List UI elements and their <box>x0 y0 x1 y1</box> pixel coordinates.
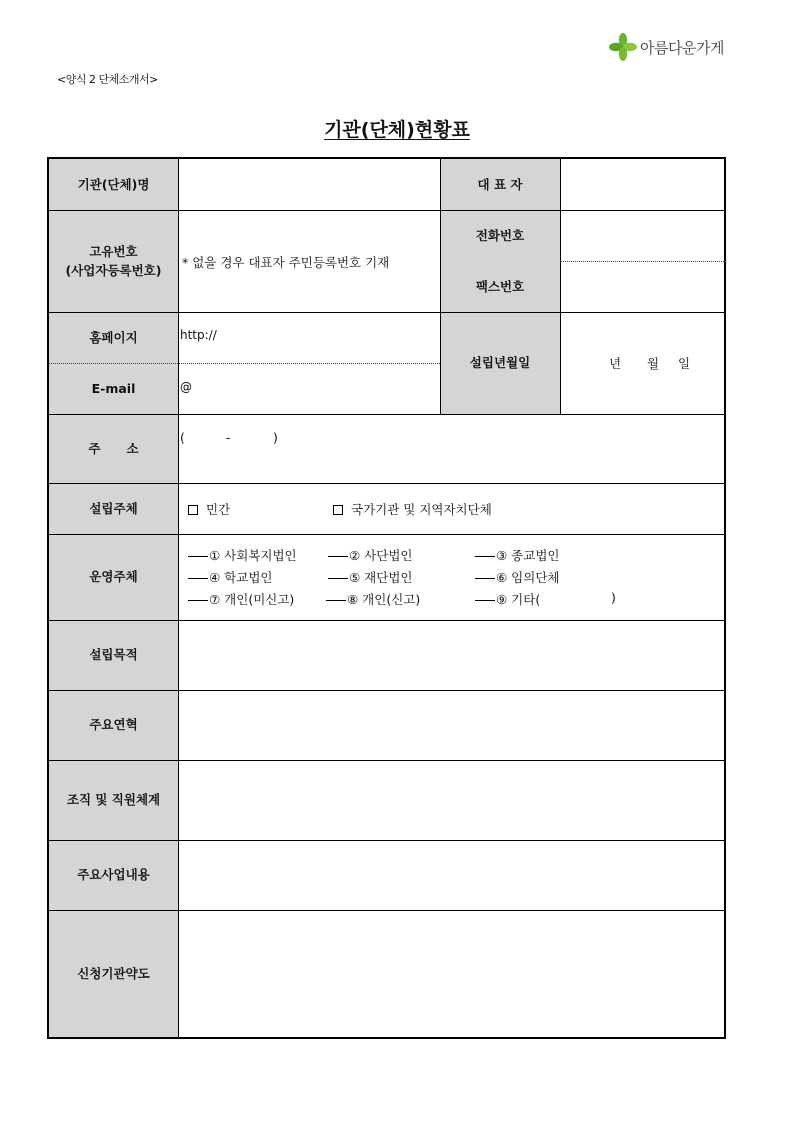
label-phone: 전화번호 <box>440 210 560 261</box>
grid-line <box>49 840 726 841</box>
operator-option[interactable]: ⑨ 기타( <box>475 590 540 608</box>
founder-options <box>179 483 726 534</box>
grid-line <box>49 312 726 313</box>
operator-option[interactable]: ⑧ 개인(신고) <box>326 590 420 608</box>
email-field[interactable] <box>179 363 440 414</box>
representative-field[interactable] <box>561 159 726 210</box>
operator-option[interactable]: ⑤ 재단법인 <box>328 568 412 586</box>
map-field[interactable] <box>179 910 726 1037</box>
date-day-label: 일 <box>678 356 691 371</box>
label-operator: 운영주체 <box>49 534 178 620</box>
brand-logo <box>608 32 724 62</box>
phone-field[interactable] <box>561 210 726 261</box>
dotted-divider <box>560 261 726 262</box>
grid-line <box>440 159 441 414</box>
operator-option[interactable]: ② 사단법인 <box>328 546 412 564</box>
label-founder: 설립주체 <box>49 483 178 534</box>
homepage-prefix: http:// <box>180 328 217 342</box>
label-purpose: 설립목적 <box>49 620 178 690</box>
founder-option-private[interactable]: 민간 <box>188 500 230 518</box>
organization-field[interactable] <box>179 760 726 840</box>
date-month-label: 월 <box>647 356 660 371</box>
grid-line <box>178 159 179 1037</box>
postal-open-paren: ( <box>180 430 185 445</box>
history-field[interactable] <box>179 690 726 760</box>
grid-line <box>49 210 726 211</box>
operator-option[interactable]: ⑥ 임의단체 <box>475 568 559 586</box>
brand-name: 아름다운가게 <box>640 38 724 57</box>
purpose-field[interactable] <box>179 620 726 690</box>
grid-line <box>49 620 726 621</box>
label-founded-date: 설립년월일 <box>440 312 560 414</box>
fax-field[interactable] <box>561 261 726 312</box>
dotted-divider <box>49 363 440 364</box>
label-representative: 대 표 자 <box>440 159 560 210</box>
grid-line <box>560 159 561 414</box>
address-field[interactable] <box>179 414 726 483</box>
founded-date-field[interactable] <box>561 312 726 414</box>
grid-line <box>49 414 726 415</box>
grid-line <box>49 534 726 535</box>
label-address-text: 주 소 <box>88 440 139 456</box>
checkbox-icon[interactable] <box>333 505 343 515</box>
postal-dash: - <box>226 430 231 445</box>
operator-option[interactable]: ① 사회복지법인 <box>188 546 297 564</box>
operator-other-close-paren: ) <box>611 590 616 605</box>
grid-line <box>49 760 726 761</box>
operator-option[interactable]: ④ 학교법인 <box>188 568 272 586</box>
label-unique-number <box>49 210 178 312</box>
label-address <box>49 414 178 483</box>
label-history: 주요연혁 <box>49 690 178 760</box>
document-title <box>0 115 794 142</box>
label-map: 신청기관약도 <box>49 910 178 1037</box>
operator-option[interactable]: ⑦ 개인(미신고) <box>188 590 294 608</box>
checkbox-icon[interactable] <box>188 505 198 515</box>
clover-leaf-icon <box>608 32 638 62</box>
email-at-sign: @ <box>180 380 192 394</box>
label-business: 주요사업내용 <box>49 840 178 910</box>
label-email: E-mail <box>49 363 178 414</box>
grid-line <box>49 690 726 691</box>
founder-option-government[interactable]: 국가기관 및 지역자치단체 <box>333 500 492 518</box>
label-unique-number-line1: 고유번호 <box>89 243 138 259</box>
postal-close-paren: ) <box>273 430 278 445</box>
form-label: <양식 2 단체소개서> <box>57 73 158 86</box>
operator-options <box>179 534 726 620</box>
date-year-label: 년 <box>609 356 622 371</box>
label-homepage: 홈페이지 <box>49 312 178 363</box>
grid-line <box>49 910 726 911</box>
unique-number-field[interactable] <box>179 210 440 312</box>
business-field[interactable] <box>179 840 726 910</box>
label-fax: 팩스번호 <box>440 261 560 312</box>
org-name-field[interactable] <box>179 159 440 210</box>
unique-number-note: * 없을 경우 대표자 주민등록번호 기재 <box>182 255 390 270</box>
operator-option[interactable]: ③ 종교법인 <box>475 546 559 564</box>
label-unique-number-line2: (사업자등록번호) <box>65 263 162 278</box>
grid-line <box>49 483 726 484</box>
label-org-name: 기관(단체)명 <box>49 159 178 210</box>
org-status-form <box>47 157 726 1039</box>
label-organization: 조직 및 직원체계 <box>49 760 178 840</box>
document-title-text: 기관(단체)현황표 <box>324 119 470 141</box>
homepage-field[interactable] <box>179 312 440 363</box>
